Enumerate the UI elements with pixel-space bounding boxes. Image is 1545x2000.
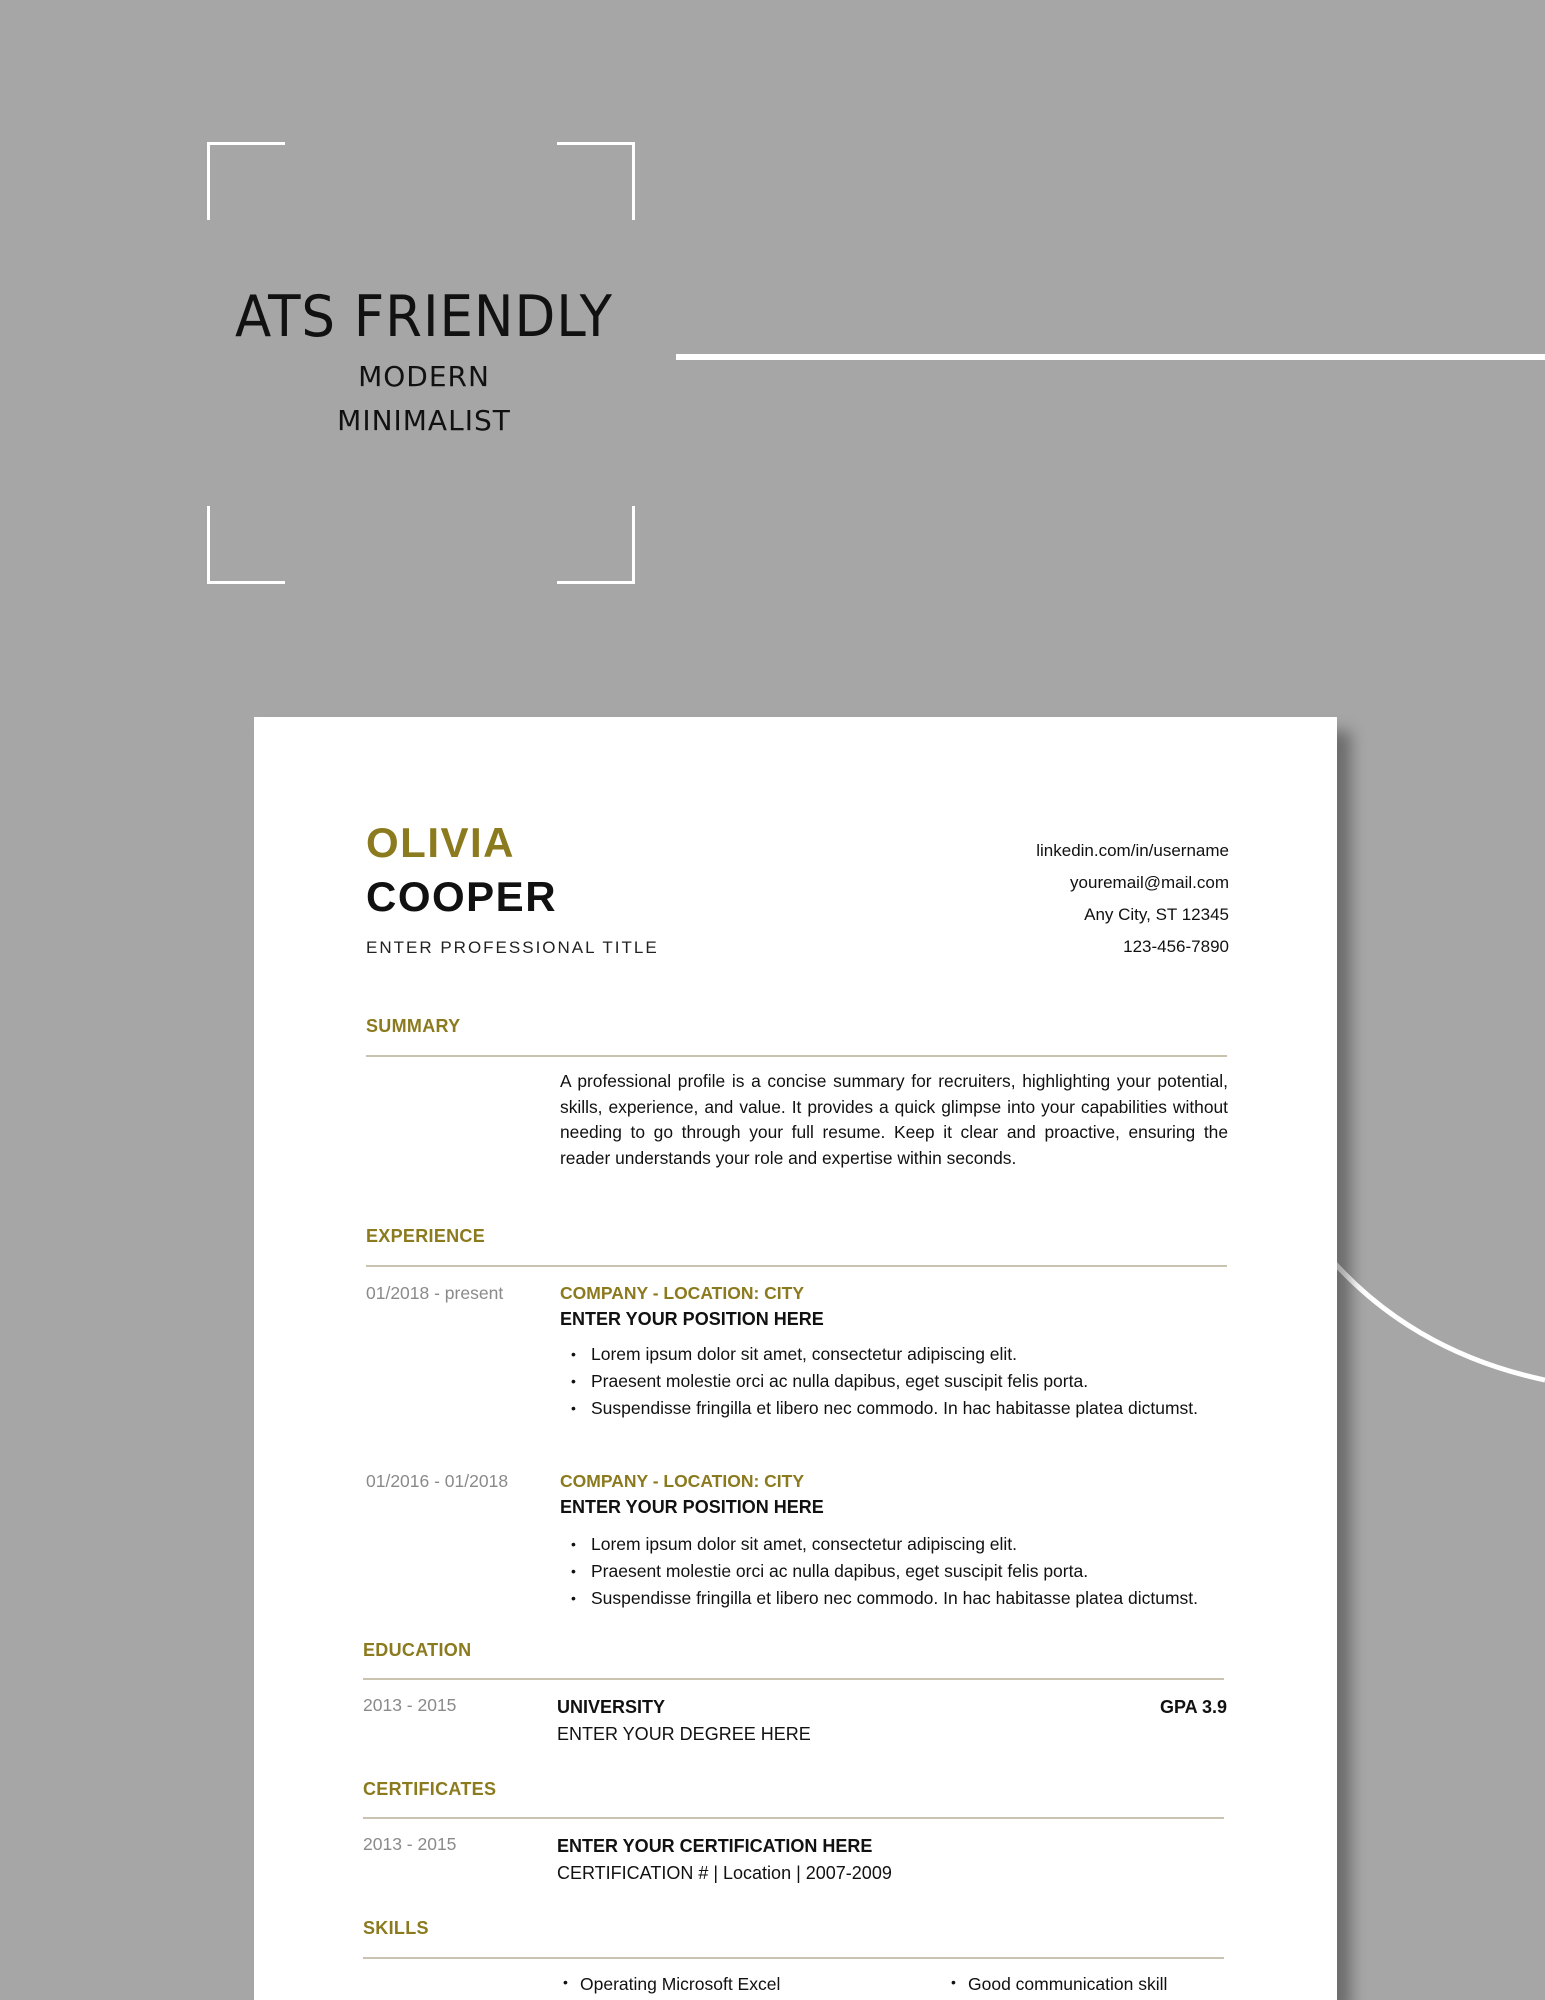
frame-corner-top-right (557, 142, 635, 220)
education-dates: 2013 - 2015 (363, 1695, 457, 1715)
last-name: COOPER (366, 873, 558, 920)
list-item: • Praesent molestie orci ac nulla dapibus, eget suscipit felis porta. (560, 1368, 1260, 1395)
frame-corner-top-left (207, 142, 285, 220)
promo-title: ATS FRIENDLY (235, 284, 613, 350)
section-heading-education: EDUCATION (363, 1640, 472, 1660)
experience-dates: 01/2018 - present (366, 1283, 504, 1303)
list-item: • Lorem ipsum dolor sit amet, consectetur adipiscing elit. (560, 1341, 1260, 1368)
summary-text: A professional profile is a concise summary for recruiters, highlighting your potential, skills, experience, and value. It provides a quick glimpse into your capabilities without needing to go through your full resume. Keep it clear and proactive, ensuring the reader understands your role and expertise within seconds. (560, 1071, 1228, 1168)
certificate-details: CERTIFICATION # | Location | 2007-2009 (557, 1863, 892, 1883)
contact-email: youremail@mail.com (1070, 873, 1229, 892)
promo-subtitle-line1: MODERN (358, 360, 490, 393)
section-divider (363, 1678, 1224, 1680)
resume-page (254, 717, 1337, 2000)
list-item: • Operating Microsoft Excel (560, 1974, 780, 1995)
frame-corner-bottom-left (207, 506, 285, 584)
first-name: OLIVIA (366, 819, 516, 866)
list-item: • Good communication skill (948, 1974, 1167, 1995)
section-heading-certificates: CERTIFICATES (363, 1779, 497, 1799)
professional-title: ENTER PROFESSIONAL TITLE (366, 938, 659, 957)
list-item: • Praesent molestie orci ac nulla dapibus, eget suscipit felis porta. (560, 1558, 1260, 1585)
certificate-dates: 2013 - 2015 (363, 1834, 457, 1854)
list-item: • Suspendisse fringilla et libero nec commodo. In hac habitasse platea dictumst. (560, 1395, 1260, 1422)
section-divider (363, 1817, 1224, 1819)
list-item: • Lorem ipsum dolor sit amet, consectetur adipiscing elit. (560, 1531, 1260, 1558)
contact-linkedin: linkedin.com/in/username (1036, 841, 1229, 860)
contact-phone: 123-456-7890 (1123, 937, 1229, 956)
promo-subtitle-line2: MINIMALIST (337, 404, 511, 437)
experience-position: ENTER YOUR POSITION HERE (560, 1309, 824, 1329)
section-heading-skills: SKILLS (363, 1918, 429, 1938)
skills-list-right (948, 1974, 1167, 1995)
contact-address: Any City, ST 12345 (1084, 905, 1229, 924)
list-item: • Suspendisse fringilla et libero nec commodo. In hac habitasse platea dictumst. (560, 1585, 1260, 1612)
section-divider (366, 1055, 1227, 1057)
section-heading-summary: SUMMARY (366, 1016, 461, 1036)
experience-bullets (560, 1531, 1260, 1612)
education-gpa: GPA 3.9 (1159, 1697, 1227, 1717)
decorative-arc (1330, 1240, 1545, 1400)
certificate-name: ENTER YOUR CERTIFICATION HERE (557, 1836, 873, 1856)
education-school: UNIVERSITY (557, 1697, 666, 1717)
experience-company: COMPANY - LOCATION: CITY (560, 1283, 805, 1303)
section-divider (366, 1265, 1227, 1267)
experience-position: ENTER YOUR POSITION HERE (560, 1497, 824, 1517)
experience-dates: 01/2016 - 01/2018 (366, 1471, 509, 1491)
section-heading-experience: EXPERIENCE (366, 1226, 486, 1246)
experience-company: COMPANY - LOCATION: CITY (560, 1471, 805, 1491)
decorative-line (676, 354, 1545, 360)
frame-corner-bottom-right (557, 506, 635, 584)
education-degree: ENTER YOUR DEGREE HERE (557, 1724, 811, 1744)
experience-bullets (560, 1341, 1260, 1422)
skills-list-left (560, 1974, 780, 1995)
section-divider (363, 1957, 1224, 1959)
